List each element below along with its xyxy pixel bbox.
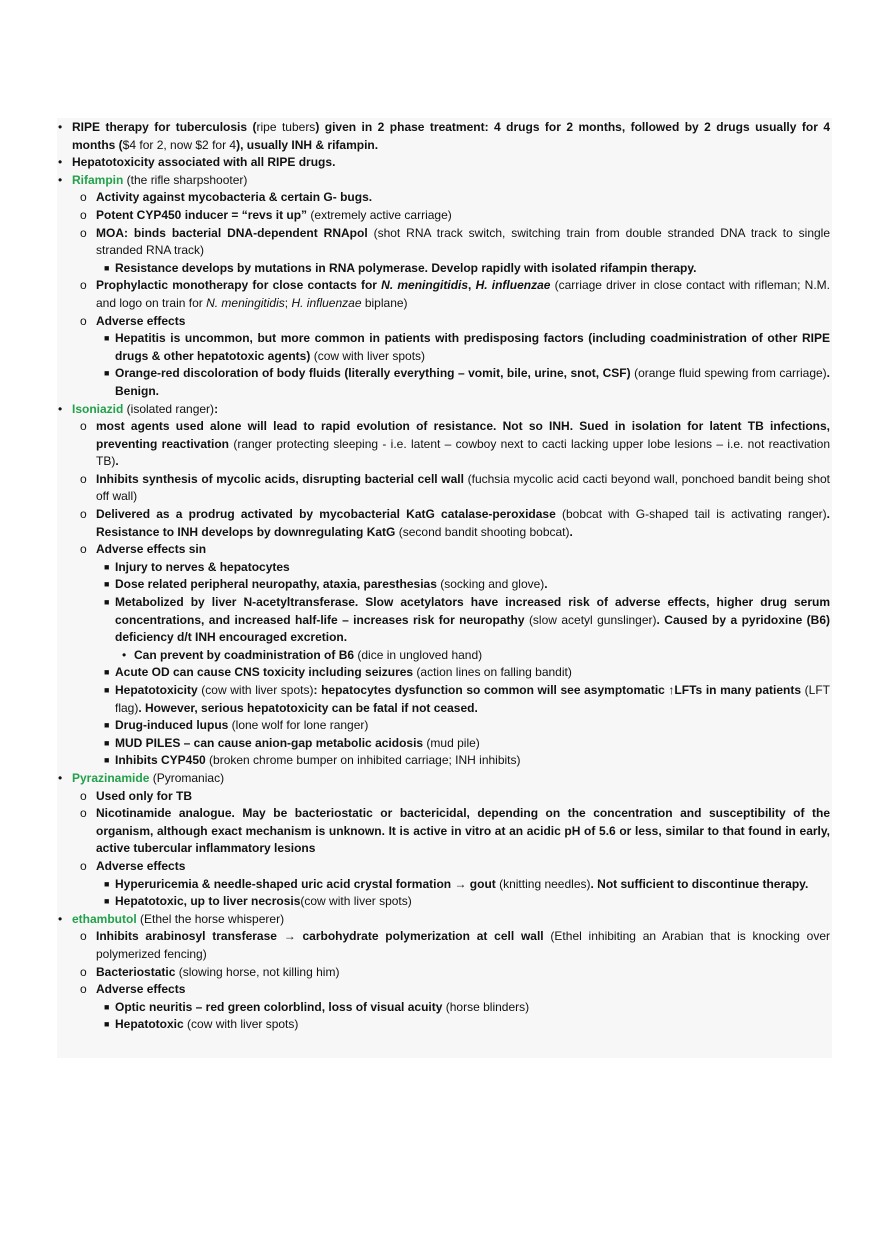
pza-tb-text: Used only for TB — [96, 788, 193, 803]
bullet-ethambutol — [58, 911, 830, 929]
isoniazid-mnemonic: (isolated ranger) — [123, 401, 215, 416]
bullet-isoniazid — [58, 401, 830, 419]
circle-marker: o — [80, 507, 87, 522]
circle-marker: o — [80, 419, 87, 434]
rifampin-orange-note: (orange fluid spewing from carriage) — [630, 366, 827, 381]
pza-uric-bold: Hyperuricemia & needle-shaped uric acid crystal formation → gout — [115, 876, 496, 891]
bullet-marker: • — [58, 172, 63, 187]
proph-bold: Prophylactic monotherapy for close contacts for — [96, 278, 382, 293]
inh-od-bold: Acute OD can cause CNS toxicity including seizures — [115, 665, 414, 680]
square-marker: ■ — [104, 262, 110, 273]
rifampin-orange-end: . Benign. — [115, 366, 831, 398]
emb-arab-note: (Ethel inhibiting an Arabian that is knocking over polymerized fencing) — [96, 929, 830, 961]
proph-note-nm: N. meningitidis — [206, 295, 285, 310]
inh-lupus-bold: Drug-induced lupus — [115, 718, 229, 733]
isoniazid-prodrug — [58, 506, 830, 541]
square-marker: ■ — [104, 1019, 110, 1030]
ethambutol-bacteriostatic — [58, 964, 830, 982]
emb-static-note: (slowing horse, not killing him) — [175, 964, 340, 979]
emb-adverse-heading: Adverse effects — [96, 982, 186, 997]
square-marker: ■ — [104, 896, 110, 907]
emb-arab-bold: Inhibits arabinosyl transferase → carbohydrate polymerization at cell wall — [96, 929, 544, 944]
inh-mud-bold: MUD PILES – can cause anion-gap metabolic acidosis — [115, 735, 424, 750]
drug-name-isoniazid: Isoniazid — [72, 401, 124, 416]
ripe-text-a: RIPE therapy for tuberculosis ( — [72, 120, 257, 134]
ripe-text-c: ) given in 2 phase treatment: 4 drugs for 2 months, followed by 2 drugs usually for 4 months ( — [72, 120, 830, 152]
inh-neuro-bold: Dose related peripheral neuropathy, ataxia, paresthesias — [115, 577, 437, 592]
rifampin-resistance — [58, 260, 830, 278]
bullet-marker: • — [122, 647, 127, 662]
ethambutol-adverse — [58, 981, 830, 999]
pyrazinamide-uric — [58, 876, 830, 894]
emb-optic-note: (horse blinders) — [442, 999, 530, 1014]
inh-hep-bold3: . However, serious hepatotoxicity can be fatal if not ceased. — [138, 700, 478, 715]
ripe-text-e: ), usually INH & rifampin. — [236, 137, 379, 152]
inh-met-bold: Metabolized by liver N-acetyltransferase. Slow acetylators have increased risk of adverse effects, higher drug serum concentrations, and increased half-life – increases risk for neuropathy — [115, 595, 830, 627]
inh-od-note: (action lines on falling bandit) — [413, 665, 572, 680]
bullet-rifampin — [58, 172, 830, 190]
rifampin-moa — [58, 225, 830, 260]
proph-note-b: biplane) — [361, 295, 408, 310]
pza-uric-bold2: . Not sufficient to discontinue therapy. — [590, 876, 809, 891]
inh-res-bold: most agents used alone will lead to rapid evolution of resistance. Not so INH. Sued in isolation for latent TB infections, preventing reactivation — [96, 419, 830, 451]
isoniazid-mycolic — [58, 471, 830, 506]
inh-hep-bold2: : hepatocytes dysfunction so common will see asymptomatic ↑LFTs in many patients — [313, 683, 802, 697]
circle-marker: o — [80, 278, 87, 293]
inh-b6-bold: Can prevent by coadministration of B6 — [134, 647, 355, 662]
proph-note-hi: H. influenzae — [291, 295, 362, 310]
ripe-price-note: $4 for 2, now $2 for 4 — [122, 137, 237, 152]
rifampin-adverse — [58, 313, 830, 331]
proph-hi: H. influenzae — [475, 278, 551, 293]
pza-adverse-heading: Adverse effects — [96, 858, 186, 873]
circle-marker: o — [80, 806, 87, 821]
square-marker: ■ — [104, 561, 110, 572]
circle-marker: o — [80, 225, 87, 240]
hepatotoxicity-all-text: Hepatotoxicity associated with all RIPE drugs. — [72, 155, 336, 170]
rifampin-orange-bold: Orange-red discoloration of body fluids (literally everything – vomit, bile, urine, snot, CSF) — [115, 366, 631, 381]
ethambutol-mnemonic: (Ethel the horse whisperer) — [136, 911, 285, 926]
proph-note-a: (carriage driver in close contact with rifleman; N.M. and logo on train for — [96, 278, 831, 310]
bullet-marker: • — [58, 120, 63, 134]
inh-met-note: (slow acetyl gunslinger) — [524, 612, 657, 627]
ethambutol-arabinosyl — [58, 928, 830, 963]
inh-hep-note: (cow with liver spots) — [197, 683, 314, 697]
circle-marker: o — [80, 788, 87, 803]
isoniazid-hepatotoxicity — [58, 682, 830, 717]
emb-hep-bold: Hepatotoxic — [115, 1017, 184, 1032]
rifampin-orange — [58, 365, 830, 400]
circle-marker: o — [80, 313, 87, 328]
circle-marker: o — [80, 982, 87, 997]
inh-pro-bold: Delivered as a prodrug activated by mycobacterial KatG catalase-peroxidase — [96, 507, 556, 522]
rifampin-adverse-heading: Adverse effects — [96, 313, 186, 328]
drug-name-rifampin: Rifampin — [72, 172, 124, 187]
bullet-marker: • — [58, 401, 63, 416]
square-marker: ■ — [104, 1001, 110, 1012]
ethambutol-hepatotoxic — [58, 1016, 830, 1034]
inh-pro-bold2: . Resistance to INH develops by downregulating KatG — [96, 507, 830, 539]
isoniazid-adverse — [58, 541, 830, 559]
proph-note-sep: ; — [284, 295, 292, 310]
square-marker: ■ — [104, 579, 110, 590]
pyrazinamide-mnemonic: (Pyromaniac) — [149, 770, 225, 785]
bullet-pyrazinamide — [58, 770, 830, 788]
inh-hep-note2: (LFT flag) — [115, 683, 831, 715]
bullet-ripe-therapy — [58, 119, 830, 154]
drug-name-pyrazinamide: Pyrazinamide — [72, 770, 150, 785]
circle-marker: o — [80, 471, 87, 486]
circle-marker: o — [80, 964, 87, 979]
inh-pro-note2: (second bandit shooting bobcat) — [395, 524, 570, 539]
square-marker: ■ — [104, 333, 110, 344]
document-page — [58, 119, 830, 1034]
proph-nm: N. meningitidis — [381, 278, 469, 293]
pyrazinamide-tb — [58, 788, 830, 806]
ripe-mnemonic: ripe tubers — [256, 120, 316, 134]
inh-cyp-bold: Inhibits CYP450 — [115, 753, 206, 768]
rifampin-moa-bold: MOA: binds bacterial DNA-dependent RNApol — [96, 225, 368, 240]
pza-hep-bold: Hepatotoxic, up to liver necrosis — [115, 894, 301, 909]
inh-hep-bold: Hepatotoxicity — [115, 683, 198, 697]
ethambutol-optic — [58, 999, 830, 1017]
inh-pro-note: (bobcat with G-shaped tail is activating ranger) — [555, 507, 827, 522]
rifampin-activity-text: Activity against mycobacteria & certain G- bugs. — [96, 190, 373, 205]
isoniazid-colon: : — [214, 401, 219, 416]
isoniazid-neuropathy — [58, 576, 830, 594]
emb-optic-bold: Optic neuritis – red green colorblind, loss of visual acuity — [115, 999, 443, 1014]
square-marker: ■ — [104, 737, 110, 748]
rifampin-hep-note: (cow with liver spots) — [310, 348, 426, 363]
inh-adverse-heading: Adverse effects sin — [96, 542, 207, 557]
circle-marker: o — [80, 858, 87, 873]
inh-res-note: (ranger protecting sleeping - i.e. latent – cowboy next to cacti lacking upper lobe lesions – i.e. not reactivation TB) — [96, 436, 831, 469]
pyrazinamide-hepatotoxic — [58, 893, 830, 911]
bullet-marker: • — [58, 770, 63, 785]
rifampin-moa-note: (shot RNA track switch, switching train from double stranded DNA track to single stranded RNA track) — [96, 225, 831, 258]
square-marker: ■ — [104, 597, 110, 608]
inh-b6-note: (dice in ungloved hand) — [354, 647, 483, 662]
isoniazid-cyp — [58, 752, 830, 770]
inh-cyp-note: (broken chrome bumper on inhibited carriage; INH inhibits) — [205, 753, 521, 768]
rifampin-prophylaxis — [58, 277, 830, 312]
proph-comma: , — [468, 278, 476, 293]
bullet-marker: • — [58, 155, 63, 170]
inh-neuro-end: . — [544, 577, 548, 592]
inh-myc-note: (fuchsia mycolic acid cacti beyond wall, ponchoed bandit being shot off wall) — [96, 471, 830, 504]
inh-myc-bold: Inhibits synthesis of mycolic acids, disrupting bacterial cell wall — [96, 471, 464, 486]
rifampin-cyp — [58, 207, 830, 225]
isoniazid-resistance — [58, 418, 830, 471]
rifampin-resistance-text: Resistance develops by mutations in RNA polymerase. Develop rapidly with isolated rifampin therapy. — [115, 260, 697, 275]
rifampin-cyp-bold: Potent CYP450 inducer = “revs it up” — [96, 207, 308, 222]
pyrazinamide-nicotinamide — [58, 805, 830, 858]
drug-name-ethambutol: ethambutol — [72, 911, 137, 926]
pza-hep-note: (cow with liver spots) — [300, 894, 412, 909]
inh-neuro-note: (socking and glove) — [436, 577, 545, 592]
rifampin-cyp-note: (extremely active carriage) — [307, 207, 452, 222]
inh-lupus-note: (lone wolf for lone ranger) — [228, 718, 369, 733]
inh-mud-note: (mud pile) — [423, 735, 480, 750]
emb-static-bold: Bacteriostatic — [96, 964, 176, 979]
square-marker: ■ — [104, 368, 110, 379]
inh-met-bold2: . Caused by a pyridoxine (B6) deficiency d/t INH encouraged excretion. — [115, 612, 831, 645]
isoniazid-metabolism — [58, 594, 830, 647]
inh-injury-text: Injury to nerves & hepatocytes — [115, 559, 290, 574]
pza-nic-text: Nicotinamide analogue. May be bacteriostatic or bactericidal, depending on the concentration and susceptibility of the organism, although exact mechanism is unknown. It is active in vitro at an acidic pH of 5.6 or less, similar to that found in early, active tubercular inflammatory lesions — [96, 806, 830, 856]
bullet-hepatotoxicity-all — [58, 154, 830, 172]
pza-uric-note: (knitting needles) — [495, 876, 591, 891]
rifampin-activity — [58, 189, 830, 207]
inh-pro-end: . — [569, 524, 573, 539]
bullet-marker: • — [58, 911, 63, 926]
emb-hep-note: (cow with liver spots) — [183, 1017, 299, 1032]
rifampin-mnemonic: (the rifle sharpshooter) — [123, 172, 248, 187]
square-marker: ■ — [104, 685, 110, 695]
circle-marker: o — [80, 929, 87, 944]
pyrazinamide-adverse — [58, 858, 830, 876]
isoniazid-injury — [58, 559, 830, 577]
circle-marker: o — [80, 207, 87, 222]
circle-marker: o — [80, 542, 87, 557]
square-marker: ■ — [104, 667, 110, 678]
isoniazid-b6 — [58, 647, 830, 665]
square-marker: ■ — [104, 755, 110, 766]
square-marker: ■ — [104, 720, 110, 731]
isoniazid-mudpiles — [58, 735, 830, 753]
square-marker: ■ — [104, 878, 110, 889]
circle-marker: o — [80, 190, 87, 205]
isoniazid-overdose — [58, 664, 830, 682]
inh-res-end: . — [115, 454, 119, 469]
isoniazid-lupus — [58, 717, 830, 735]
rifampin-hep-bold: Hepatitis is uncommon, but more common in patients with predisposing factors (including coadministration of other RIPE drugs & other hepatotoxic agents) — [115, 331, 830, 363]
rifampin-hepatitis — [58, 330, 830, 365]
